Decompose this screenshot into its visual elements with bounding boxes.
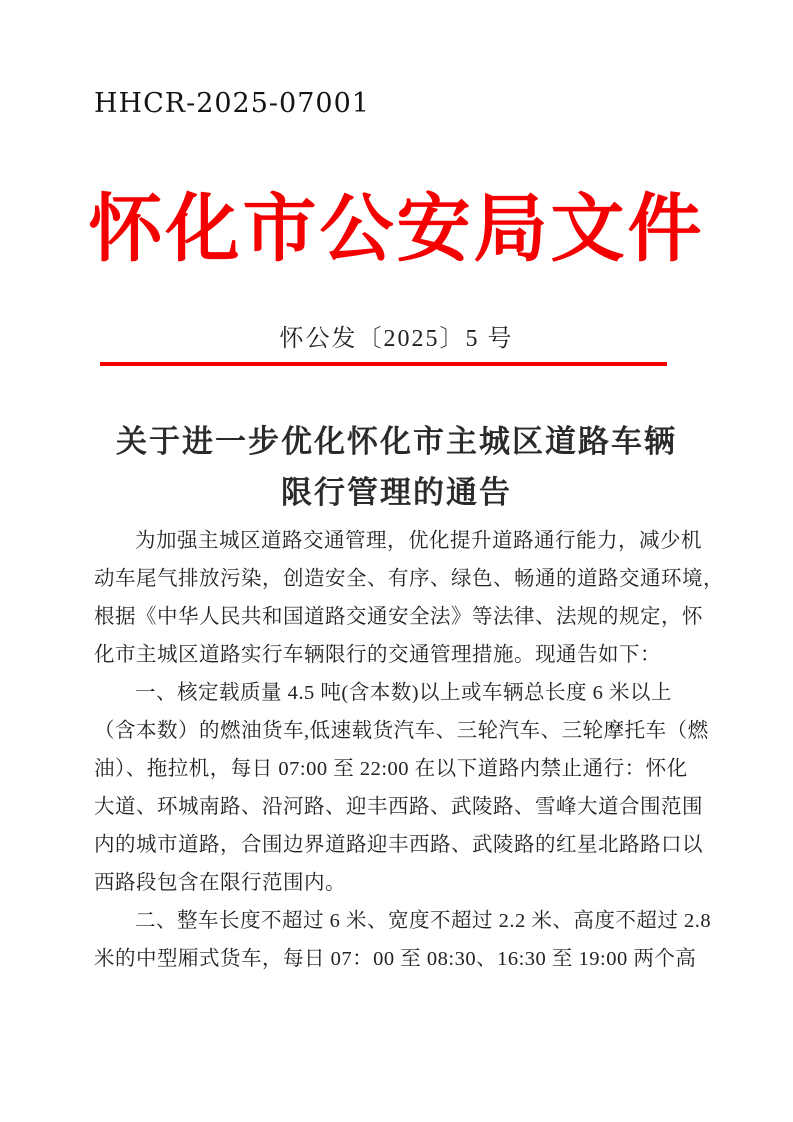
body-line: 根据《中华人民共和国道路交通安全法》等法律、法规的规定，怀 xyxy=(94,606,703,628)
issuing-authority-title: 怀化市公安局文件 xyxy=(88,189,705,271)
body-line: 二、整车长度不超过 6 米、宽度不超过 2.2 米、高度不超过 2.8 xyxy=(135,910,712,932)
red-divider-line xyxy=(100,362,667,366)
body-line: 内的城市道路，合围边界道路迎丰西路、武陵路的红星北路路口以 xyxy=(94,834,703,856)
body-line: 一、核定载质量 4.5 吨(含本数)以上或车辆总长度 6 米以上 xyxy=(135,682,673,704)
body-line: 米的中型厢式货车，每日 07：00 至 08:30、16:30 至 19:00 两个高 xyxy=(94,948,697,970)
notice-title-line-2: 限行管理的通告 xyxy=(281,475,512,510)
body-line: 西路段包含在限行范围内。 xyxy=(94,872,346,894)
body-line: （含本数）的燃油货车,低速载货汽车、三轮汽车、三轮摩托车（燃 xyxy=(94,720,709,742)
notice-body xyxy=(94,522,724,978)
body-line: 为加强主城区道路交通管理，优化提升道路通行能力，减少机 xyxy=(135,530,702,552)
document-reference-number: 怀公发〔2025〕5 号 xyxy=(279,326,514,352)
notice-title-line-1: 关于进一步优化怀化市主城区道路车辆 xyxy=(116,424,677,459)
body-line: 动车尾气排放污染，创造安全、有序、绿色、畅通的道路交通环境， xyxy=(94,568,724,590)
document-code: HHCR-2025-07001 xyxy=(94,88,370,119)
notice-title xyxy=(0,416,793,518)
body-line: 大道、环城南路、沿河路、迎丰西路、武陵路、雪峰大道合围范围 xyxy=(94,796,703,818)
body-line: 化市主城区道路实行车辆限行的交通管理措施。现通告如下： xyxy=(94,644,661,666)
body-line: 油）、拖拉机，每日 07:00 至 22:00 在以下道路内禁止通行：怀化 xyxy=(94,758,688,780)
